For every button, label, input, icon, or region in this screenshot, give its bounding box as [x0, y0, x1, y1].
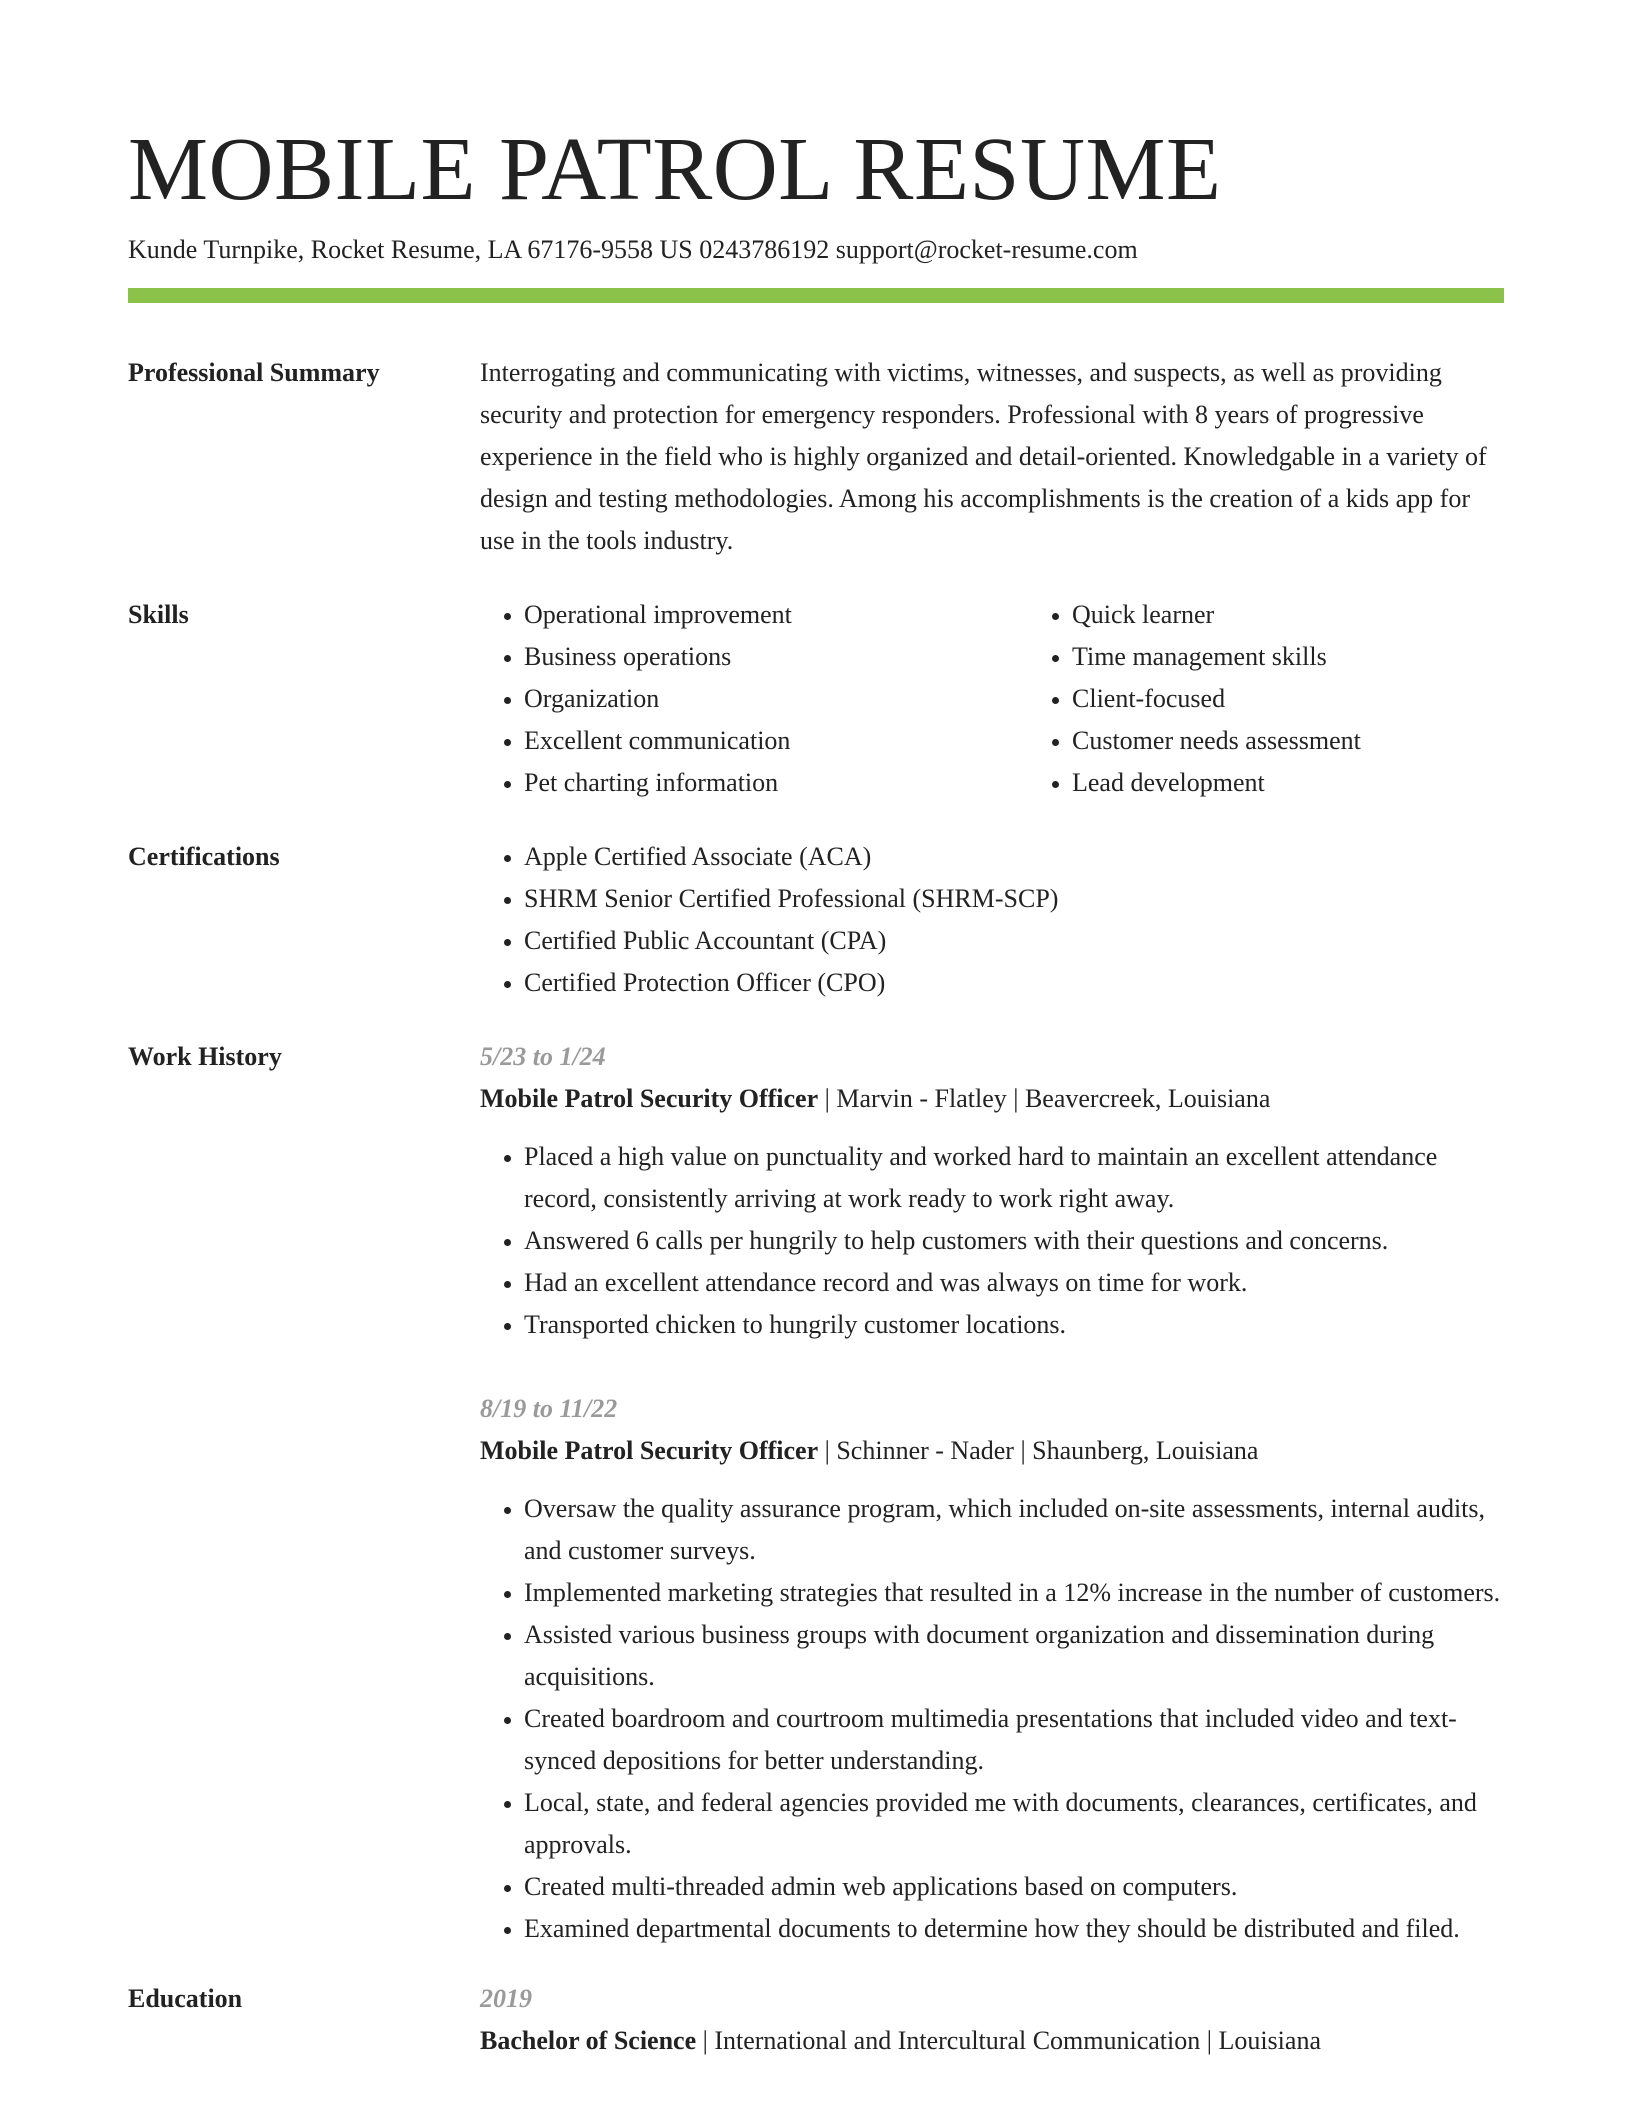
job-dates: 5/23 to 1/24	[480, 1042, 606, 1071]
section-label: Education	[128, 1984, 243, 2013]
certification-item: • SHRM Senior Certified Professional (SHRM-SCP)	[524, 878, 1504, 920]
degree-name: Bachelor of Science	[480, 2026, 697, 2055]
job-heading	[480, 1078, 1504, 1120]
certification-item: • Certified Public Accountant (CPA)	[524, 920, 1504, 962]
skill-item: • Organization	[524, 678, 1028, 720]
job-duty: • Answered 6 calls per hungrily to help customers with their questions and concerns.	[524, 1220, 1504, 1262]
job-entry	[480, 1388, 1504, 1950]
job-duty: • Examined departmental documents to determine how they should be distributed and filed.	[524, 1908, 1504, 1950]
job-duty: • Assisted various business groups with document organization and dissemination during acquisitions.	[524, 1614, 1504, 1698]
job-duty: • Transported chicken to hungrily customer locations.	[524, 1304, 1504, 1346]
resume-page	[128, 120, 1504, 2062]
education-section	[128, 1978, 1504, 2062]
education-year: 2019	[480, 1984, 532, 2013]
job-details: | Schinner - Nader | Shaunberg, Louisiana	[818, 1436, 1259, 1465]
section-label: Certifications	[128, 842, 280, 871]
contact-info: Kunde Turnpike, Rocket Resume, LA 67176-9558 US 0243786192 support@rocket-resume.com	[128, 235, 1138, 264]
skill-item: • Quick learner	[1072, 594, 1576, 636]
job-duty: • Local, state, and federal agencies provided me with documents, clearances, certificates, and approvals.	[524, 1782, 1504, 1866]
skills-section	[128, 594, 1504, 804]
certification-item: • Certified Protection Officer (CPO)	[524, 962, 1504, 1004]
skill-item: • Business operations	[524, 636, 1028, 678]
accent-divider	[128, 288, 1504, 303]
job-duty: • Created multi-threaded admin web applications based on computers.	[524, 1866, 1504, 1908]
certifications-list	[480, 836, 1504, 1004]
job-duty: • Created boardroom and courtroom multimedia presentations that included video and text-synced depositions for better understanding.	[524, 1698, 1504, 1782]
certifications-section	[128, 836, 1504, 1004]
skill-item: • Lead development	[1072, 762, 1576, 804]
job-duty: • Implemented marketing strategies that resulted in a 12% increase in the number of customers.	[524, 1572, 1504, 1614]
skill-item: • Time management skills	[1072, 636, 1576, 678]
job-duty: • Oversaw the quality assurance program, which included on-site assessments, internal audits, and customer surveys.	[524, 1488, 1504, 1572]
resume-title: MOBILE PATROL RESUME	[128, 120, 1222, 219]
section-label: Skills	[128, 600, 189, 629]
job-title: Mobile Patrol Security Officer	[480, 1436, 819, 1465]
work-history-section	[128, 1036, 1504, 1950]
job-heading	[480, 1430, 1504, 1472]
job-duties-list	[480, 1488, 1504, 1950]
summary-text: Interrogating and communicating with victims, witnesses, and suspects, as well as providing security and protection for emergency responders. Professional with 8 years of progressive experience in the field who is highly organized and detail-oriented. Knowledgable in a variety of design and testing methodologies. Among his accomplishments is the creation of a kids app for use in the tools industry.	[480, 358, 1487, 555]
skills-list-right	[1028, 594, 1576, 804]
skill-item: • Customer needs assessment	[1072, 720, 1576, 762]
job-duty: • Placed a high value on punctuality and worked hard to maintain an excellent attendance record, consistently arriving at work ready to work right away.	[524, 1136, 1504, 1220]
skill-item: • Excellent communication	[524, 720, 1028, 762]
job-title: Mobile Patrol Security Officer	[480, 1084, 819, 1113]
skill-item: • Client-focused	[1072, 678, 1576, 720]
job-dates: 8/19 to 11/22	[480, 1394, 618, 1423]
skills-list-left	[480, 594, 1028, 804]
education-heading	[480, 2020, 1504, 2062]
job-duty: • Had an excellent attendance record and was always on time for work.	[524, 1262, 1504, 1304]
section-label: Work History	[128, 1042, 282, 1071]
education-details: | International and Intercultural Communication | Louisiana	[696, 2026, 1321, 2055]
skill-item: • Pet charting information	[524, 762, 1028, 804]
certification-item: • Apple Certified Associate (ACA)	[524, 836, 1504, 878]
job-details: | Marvin - Flatley | Beavercreek, Louisiana	[818, 1084, 1271, 1113]
job-entry	[480, 1036, 1504, 1346]
section-label: Professional Summary	[128, 358, 380, 387]
professional-summary-section	[128, 352, 1504, 562]
skill-item: • Operational improvement	[524, 594, 1028, 636]
job-duties-list	[480, 1136, 1504, 1346]
